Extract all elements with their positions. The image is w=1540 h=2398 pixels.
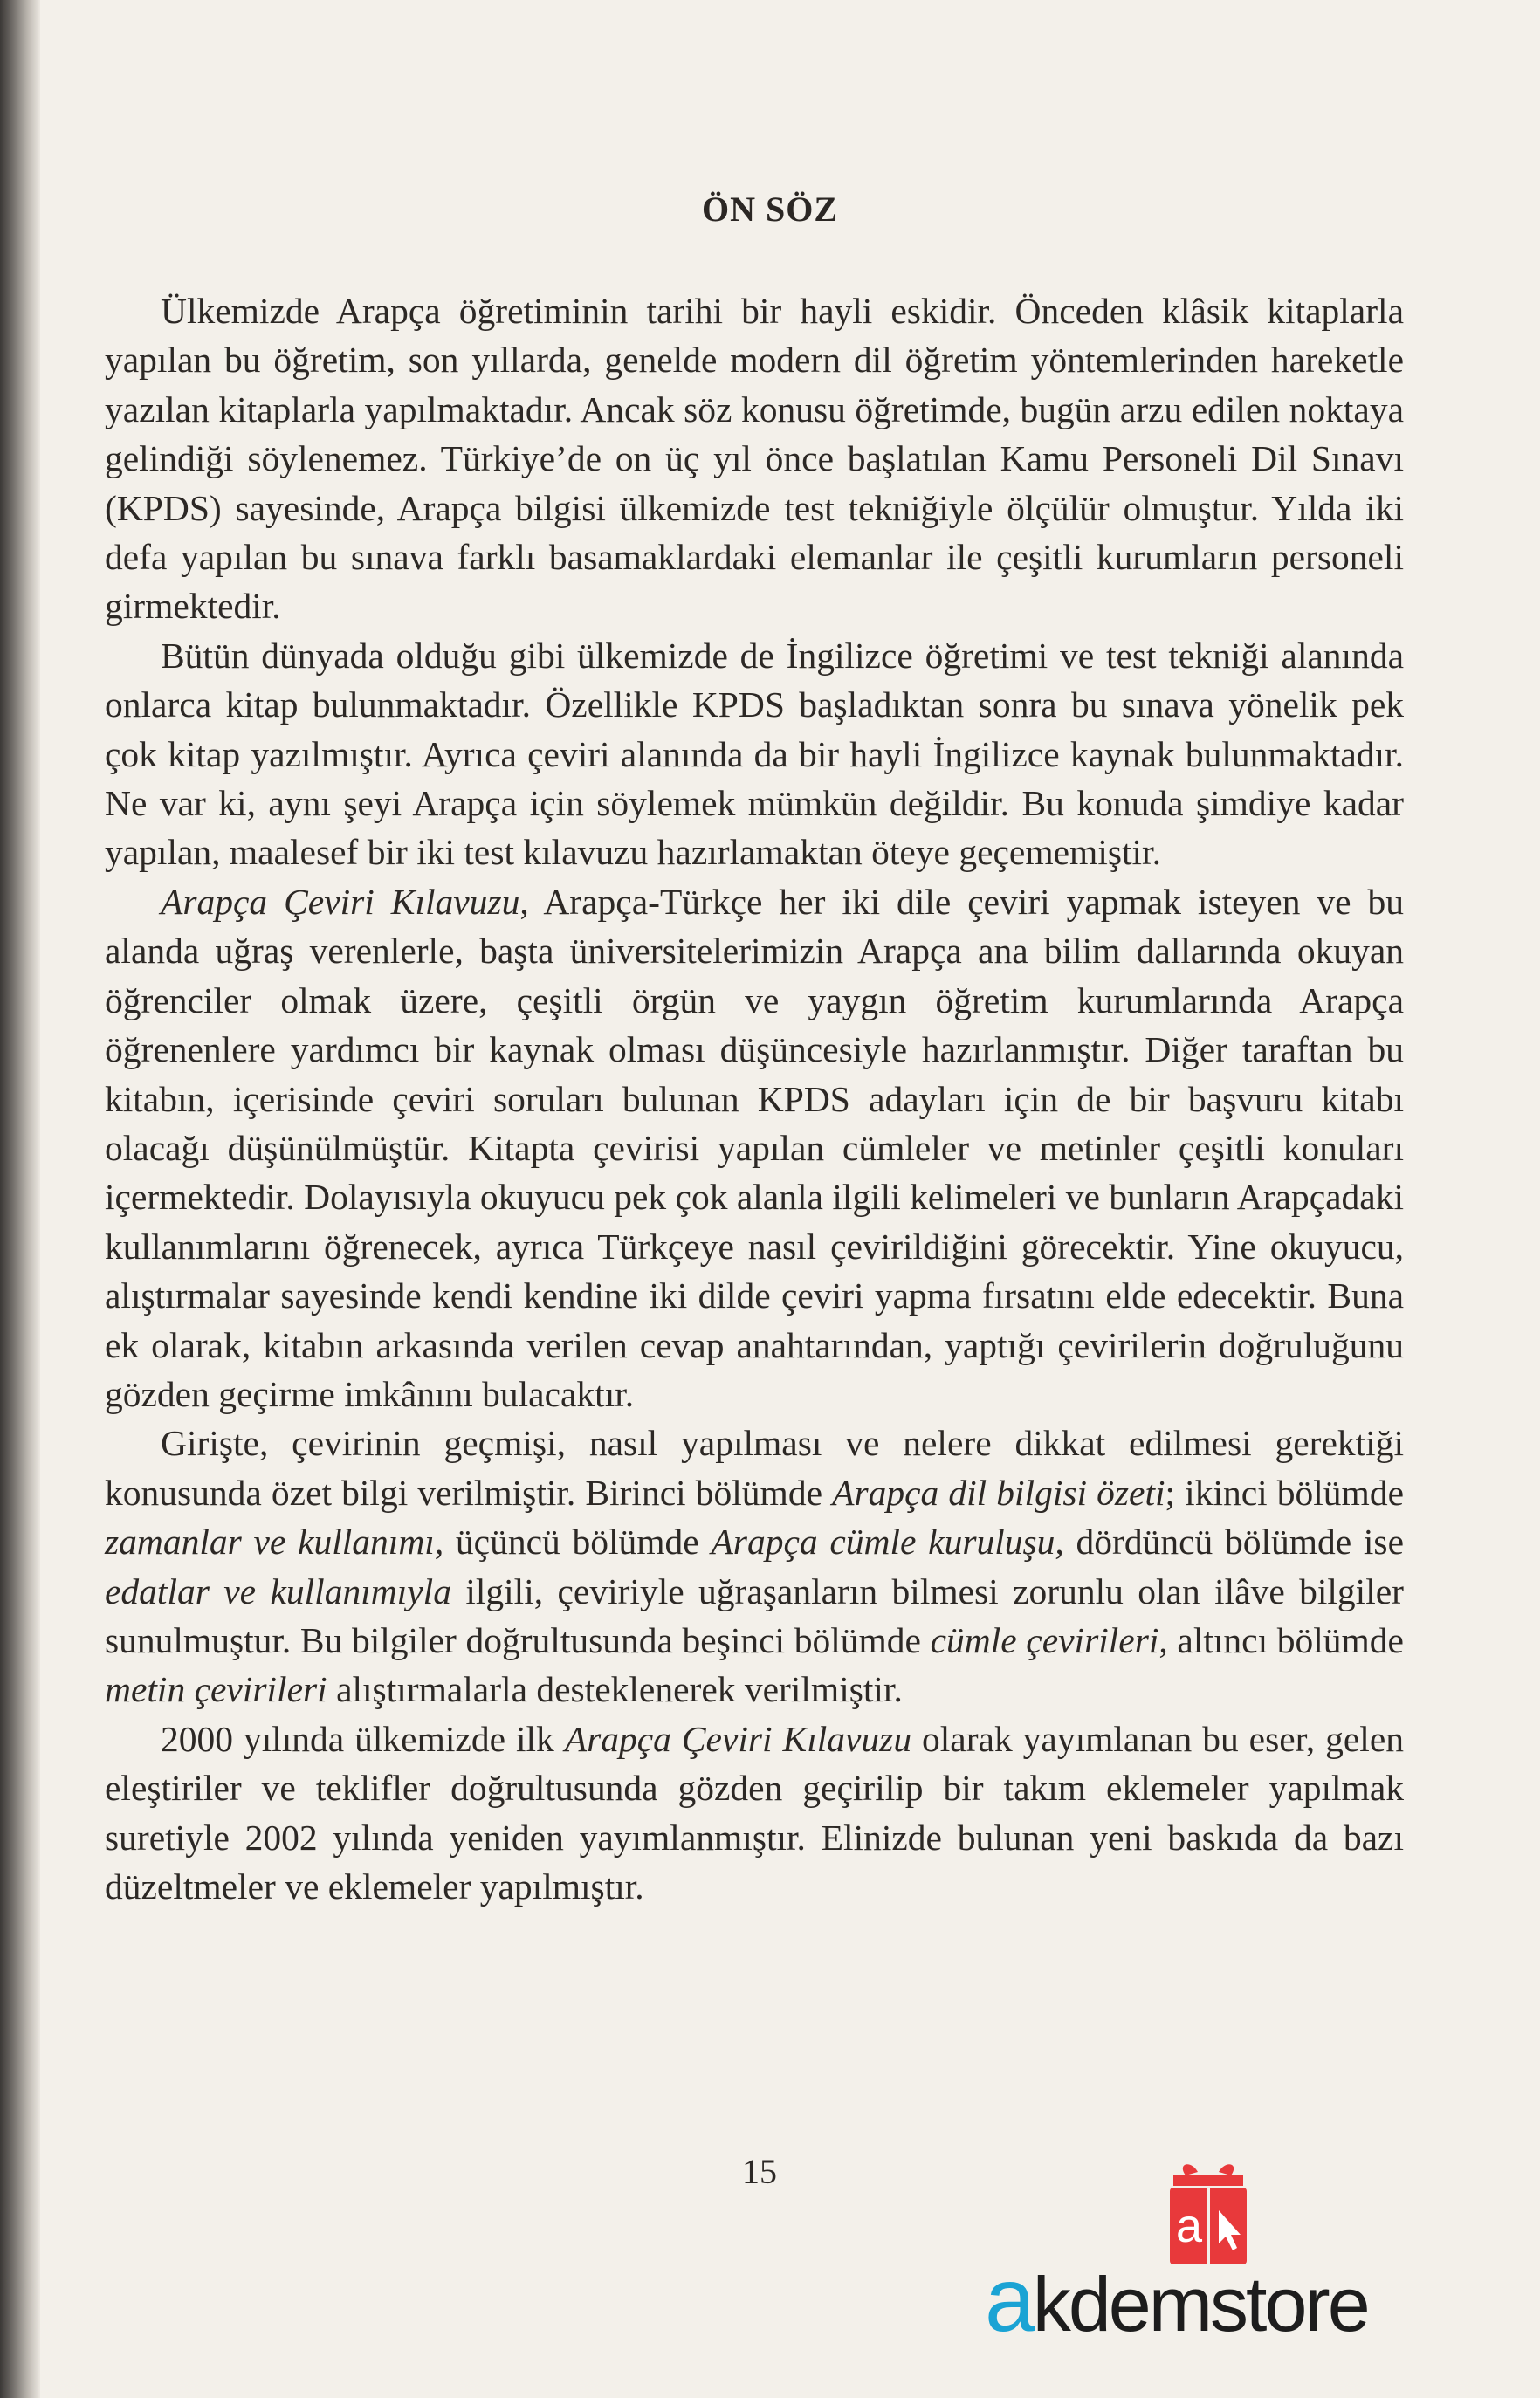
store-watermark <box>985 2250 1439 2351</box>
store-logo-icon <box>1156 2156 1261 2270</box>
watermark-text: kdemstore <box>1032 2261 1368 2347</box>
text-run: Ülkemizde Arapça öğretiminin tarihi bir hayli eskidir. Önceden klâsik kitaplarla yapılan bu öğretim, son yıllarda, genelde modern dil öğretim yöntemlerinden hareketle yazılan kitaplarla yapılmaktadır. Ancak söz konusu öğretimde, bugün arzu edilen noktaya gelindiği söylenemez. Türkiye’de on üç yıl önce başlatılan Kamu Personeli Dil Sınavı (KPDS) sayesinde, Arapça bilgisi ülkemizde test tekniğiyle ölçülür olmuştur. Yılda iki defa yapılan bu sınava farklı basamaklardaki elemanlar ile çeşitli kurumların personeli girmektedir. <box>105 291 1404 627</box>
page-title: ÖN SÖZ <box>701 189 839 229</box>
text-run: Bütün dünyada olduğu gibi ülkemizde de İngilizce öğretimi ve test tekniği alanında onlarca kitap bulunmaktadır. Özellikle KPDS başladıktan sonra bu sınava yönelik pek çok kitap yazılmıştır. Ayrıca çeviri alanında da bir hayli İngilizce kaynak bulunmaktadır. Ne var ki, aynı şeyi Arapça için söylemek mümkün değildir. Bu konuda şimdiye kadar yapılan, maalesef bir iki test kılavuzu hazırlamaktan öteye geçememiştir. <box>105 635 1404 873</box>
text-run: 2000 yılında ülkemizde ilk <box>161 1718 565 1759</box>
text-run: dördüncü bölümde ise <box>1063 1522 1405 1563</box>
italic-phrase: Arapça Çeviri Kılavuzu <box>564 1718 912 1759</box>
paragraph <box>105 877 1404 1419</box>
text-run: olarak yayımlanan bu eser, gelen eleştiriler ve teklifler doğrultusunda gözden geçirilip bir takım eklemeler yapılmak suretiyle 2002 yılında yeniden yayımlanmıştır. Elinizde bulunan yeni baskıda da bazı düzeltmeler ve eklemeler yapılmıştır. <box>105 1718 1404 1907</box>
text-run: Girişte, çevirinin geçmişi, nasıl yapılması ve nelere dikkat edilmesi gerektiği konusunda özet bilgi verilmiştir. Birinci bölümde <box>105 1423 1404 1513</box>
italic-phrase: metin çevirileri <box>105 1669 327 1710</box>
italic-phrase: Arapça cümle kuruluşu, <box>711 1522 1064 1563</box>
text-run: ilgili, çeviriyle uğraşanların bilmesi zorunlu olan ilâve bilgiler sunulmuştur. Bu bilgiler doğrultusunda beşinci bölümde <box>105 1570 1404 1660</box>
italic-phrase: zamanlar ve kullanımı, <box>105 1522 444 1563</box>
text-run: alıştırmalarla desteklenerek verilmiştir. <box>327 1669 903 1710</box>
italic-phrase: Arapça Çeviri Kılavuzu <box>161 881 520 922</box>
text-run: ; ikinci bölümde <box>1165 1472 1404 1513</box>
book-spine-shadow <box>0 0 40 2398</box>
watermark-accent-letter: a <box>985 2250 1033 2351</box>
page-number: 15 <box>742 2152 777 2191</box>
italic-phrase: edatlar ve kullanımıyla <box>105 1570 451 1611</box>
logo-letter: a <box>1175 2200 1203 2252</box>
paragraph <box>105 286 1404 631</box>
paragraph <box>105 1419 1404 1714</box>
italic-phrase: Arapça dil bilgisi özeti <box>832 1472 1165 1513</box>
italic-phrase: cümle çevirileri <box>930 1619 1159 1660</box>
preface-body <box>105 286 1404 1911</box>
text-run: üçüncü bölümde <box>443 1522 712 1563</box>
text-run: , altıncı bölümde <box>1158 1619 1404 1660</box>
paragraph <box>105 1714 1404 1912</box>
text-run: , Arapça-Türkçe her iki dile çeviri yapmak isteyen ve bu alanda uğraş verenlerle, başta üniversitelerimizin Arapça ana bilim dallarında okuyan öğrenciler olmak üzere, çeşitli örgün ve yaygın öğretim kurumlarında Arapça öğrenenlere yardımcı bir kaynak olması düşüncesiyle hazırlanmıştır. Diğer taraftan bu kitabın, içerisinde çeviri soruları bulunan KPDS adayları için de bir başvuru kitabı olacağı düşünülmüştür. Kitapta çevirisi yapılan cümleler ve metinler çeşitli konuları içermektedir. Dolayısıyla okuyucu pek çok alanla ilgili kelimeleri ve bunların Arapçadaki kullanımlarını öğrenecek, ayrıca Türkçeye nasıl çevirildiğini görecektir. Yine okuyucu, alıştırmalar sayesinde kendi kendine iki dilde çeviri yapma fırsatını elde edecektir. Buna ek olarak, kitabın arkasında verilen cevap anahtarından, yaptığı çevirilerin doğruluğunu gözden geçirme imkânını bulacaktır. <box>105 881 1404 1414</box>
paragraph <box>105 631 1404 877</box>
